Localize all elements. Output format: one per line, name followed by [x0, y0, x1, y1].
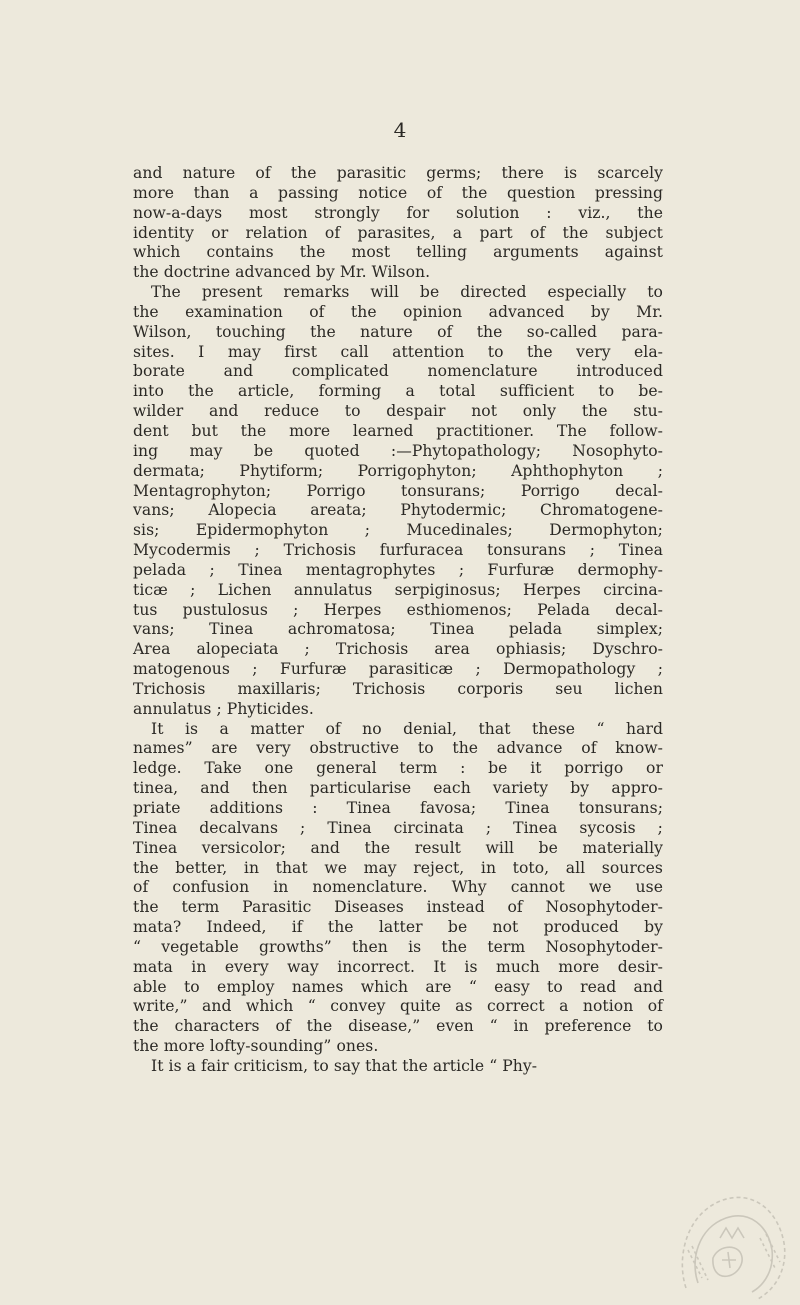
- text-line: the better, in that we may reject, in toto, all sources: [133, 858, 663, 877]
- text-line: mata? Indeed, if the latter be not produced by: [133, 918, 663, 937]
- text-line: Trichosis maxillaris; Trichosis corporis seu lichen: [133, 679, 663, 698]
- text-line: “ vegetable growths” then is the term Nosophytoder-: [133, 937, 663, 956]
- text-line: the examination of the opinion advanced by Mr.: [133, 302, 663, 321]
- text-line: Tinea versicolor; and the result will be materially: [133, 838, 663, 857]
- text-line: tinea, and then particularise each variety by appro-: [133, 779, 663, 798]
- text-line: matogenous ; Furfuræ parasiticæ ; Dermopathology ;: [133, 660, 663, 679]
- text-line: mata in every way incorrect. It is much more desir-: [133, 957, 663, 976]
- text-line: sites. I may first call attention to the very ela-: [133, 342, 663, 361]
- text-line: vans; Tinea achromatosa; Tinea pelada simplex;: [133, 620, 663, 639]
- text-line: annulatus ; Phyticides.: [133, 699, 314, 718]
- text-line: of confusion in nomenclature. Why cannot we use: [133, 878, 663, 897]
- text-line: which contains the most telling arguments against: [133, 243, 663, 262]
- text-line: pelada ; Tinea mentagrophytes ; Furfuræ dermophy-: [133, 560, 663, 579]
- text-line: identity or relation of parasites, a part of the subject: [133, 223, 663, 242]
- library-seal-stamp-icon: [668, 1188, 793, 1303]
- text-line: the doctrine advanced by Mr. Wilson.: [133, 263, 431, 282]
- text-line: now-a-days most strongly for solution : viz., the: [133, 203, 663, 222]
- text-line: and nature of the parasitic germs; there is scarcely: [133, 164, 663, 182]
- text-line: names” are very obstructive to the advance of know-: [133, 739, 663, 758]
- text-line: into the article, forming a total sufficient to be-: [133, 382, 663, 401]
- text-line: It is a matter of no denial, that these “ hard: [151, 719, 663, 738]
- text-line: more than a passing notice of the question pressing: [133, 183, 663, 202]
- text-line: tus pustulosus ; Herpes esthiomenos; Pelada decal-: [133, 600, 663, 619]
- text-line: vans; Alopecia areata; Phytodermic; Chromatogene-: [133, 501, 663, 520]
- body-text: [133, 164, 663, 1077]
- text-line: the term Parasitic Diseases instead of Nosophytoder-: [133, 898, 663, 917]
- text-line: sis; Epidermophyton ; Mucedinales; Dermophyton;: [133, 521, 663, 540]
- text-line: Mentagrophyton; Porrigo tonsurans; Porrigo decal-: [133, 481, 663, 500]
- text-line: the characters of the disease,” even “ in preference to: [133, 1017, 663, 1036]
- text-line: Area alopeciata ; Trichosis area ophiasis; Dyschro-: [133, 640, 663, 659]
- text-line: The present remarks will be directed especially to: [151, 283, 663, 302]
- text-line: It is a fair criticism, to say that the article “ Phy-: [151, 1056, 538, 1075]
- page-number: 4: [393, 118, 407, 142]
- text-line: wilder and reduce to despair not only the stu-: [133, 402, 663, 421]
- text-line: Wilson, touching the nature of the so-called para-: [133, 322, 663, 341]
- text-line: the more lofty-sounding” ones.: [133, 1037, 379, 1056]
- text-line: ticæ ; Lichen annulatus serpiginosus; Herpes circina-: [133, 580, 663, 599]
- text-line: dent but the more learned practitioner. The follow-: [133, 421, 663, 440]
- text-line: dermata; Phytiform; Porrigophyton; Aphthophyton ;: [133, 461, 663, 480]
- text-line: borate and complicated nomenclature introduced: [133, 362, 663, 381]
- text-line: ledge. Take one general term : be it porrigo or: [133, 759, 663, 778]
- text-line: write,” and which “ convey quite as correct a notion of: [133, 997, 663, 1016]
- text-line: Tinea decalvans ; Tinea circinata ; Tinea sycosis ;: [133, 818, 663, 837]
- text-line: priate additions : Tinea favosa; Tinea tonsurans;: [133, 799, 663, 817]
- text-line: able to employ names which are “ easy to read and: [133, 977, 663, 996]
- text-line: Mycodermis ; Trichosis furfuracea tonsurans ; Tinea: [133, 541, 663, 560]
- text-line: ing may be quoted :—Phytopathology; Nosophyto-: [133, 441, 663, 460]
